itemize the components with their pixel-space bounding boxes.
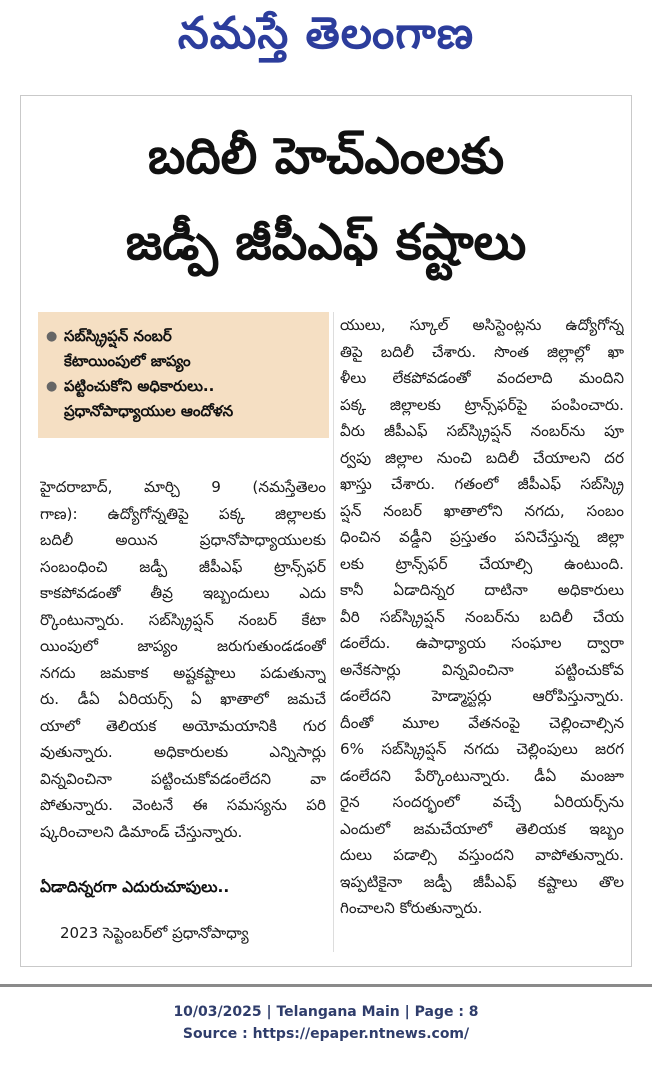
text-line: ళీలు లేకపోవడంతో వందలాది మందిని — [340, 369, 624, 387]
text-line: గాణ): ఉద్యోగోన్నతిపై పక్క జిల్లాలకు — [40, 504, 326, 523]
highlight-item: ● సబ్‌స్క్రిప్షన్ నంబర్ — [46, 324, 321, 349]
text-line: వీరి సబ్‌స్క్రిప్షన్ నంబర్‌ను బదిలీ చేయ — [340, 607, 624, 626]
text-line: డంలేదు. ఉపాధ్యాయ సంఘాల ద్వారా — [340, 634, 624, 652]
article-subheading: ఏడాదిన్నరగా ఎదురుచూపులు.. — [40, 878, 230, 896]
text-line: 2023 సెప్టెంబర్‌లో ప్రధానోపాధ్యా — [60, 924, 249, 942]
headline-line-2: జడ్పీ జీపీఎఫ్ కష్టాలు — [125, 213, 527, 271]
text-line: బదిలీ అయిన ప్రధానోపాధ్యాయులకు — [40, 531, 326, 549]
footer-date-page: 10/03/2025 | Telangana Main | Page : 8 — [173, 1004, 479, 1020]
highlight-item-continued: ప్రధానోపాధ్యాయుల ఆందోళన — [64, 402, 234, 420]
text-line: దీంతో మూల వేతనంపై చెల్లించాల్సిన — [340, 713, 624, 732]
text-line: నగదు జమకాక అష్టకష్టాలు పడుతున్నా — [40, 663, 326, 682]
text-line: పోతున్నారు. వెంటనే ఈ సమస్యను పరి — [40, 796, 326, 814]
text-line: 6% సబ్‌స్క్రిప్షన్ నగదు చెల్లింపులు జరగ — [340, 740, 624, 758]
text-line: దులు పడాల్సి వస్తుందని వాపోతున్నారు. — [340, 846, 624, 864]
text-line: కాకపోవడంతో తీవ్ర ఇబ్బందులు ఎదు — [40, 584, 326, 602]
bullet-icon: ● — [46, 329, 58, 344]
article-left-column — [40, 474, 326, 845]
text-line: విన్నవించినా పట్టించుకోవడంలేదని వా — [40, 769, 326, 788]
text-line: ఖాస్తు చేశారు. గతంలో జీపీఎఫ్ సబ్‌స్క్రి — [340, 475, 624, 493]
text-line: ధించిన వడ్డీని ప్రస్తుతం పనిచేస్తున్న జిల్లా — [340, 528, 624, 546]
text-line: డంలేదని పేర్కొంటున్నారు. డీఏ మంజూ — [340, 766, 624, 785]
text-line: ఎందులో జమచేయాలో తెలియక ఇబ్బం — [340, 819, 624, 838]
headline-line-1: బదిలీ హెచ్‌ఎంలకు — [147, 127, 505, 185]
text-line: యింపులో జాప్యం జరుగుతుండడంతో — [40, 637, 326, 655]
text-line: వీరు జీపీఎఫ్ సబ్‌స్క్రిప్షన్ నంబర్‌ను పూ — [340, 422, 624, 440]
bullet-icon: ● — [46, 379, 58, 394]
text-line: ష్కరించాలని డిమాండ్ చేస్తున్నారు. — [40, 822, 243, 841]
footer-source: Source : https://epaper.ntnews.com/ — [182, 1026, 470, 1042]
highlight-item-continued: కేటాయింపులో జాప్యం — [64, 352, 191, 370]
text-line: పక్క జిల్లాలకు ట్రాన్స్‌ఫర్‌పై పంపించారు. — [340, 395, 624, 414]
masthead-title: నమస్తే తెలంగాణ — [177, 8, 475, 59]
text-line: ప్షన్ నంబర్ ఖాతాలోని నగదు, సంబం — [340, 501, 624, 520]
footer-separator — [0, 984, 652, 987]
text-line: డంలేదని హెడ్మాస్టర్లు ఆరోపిస్తున్నారు. — [340, 687, 624, 705]
text-line: యాలో తెలియక అయోమయానికి గుర — [40, 716, 326, 735]
text-line: వుతున్నారు. అధికారులకు ఎన్నిసార్లు — [40, 743, 326, 761]
article-right-column — [340, 312, 624, 922]
text-line: గించాలని కోరుతున్నారు. — [340, 899, 483, 917]
text-line: సంబంధించి జడ్పీ జీపీఎఫ్ ట్రాన్స్‌ఫర్ — [40, 557, 326, 576]
text-line: రు. డీఏ ఏరియర్స్ ఏ ఖాతాలో జమచే — [40, 690, 326, 708]
text-line: తిపై బదిలీ చేశారు. సొంత జిల్లాల్లో ఖా — [340, 342, 624, 361]
text-line: కానీ ఏడాదిన్నర దాటినా అధికారులు — [340, 581, 624, 599]
text-line: రైన సందర్భంలో వచ్చే ఏరియర్స్‌ను — [340, 793, 624, 811]
text-line: యులు, స్కూల్ అసిస్టెంట్లను ఉద్యోగోన్న — [340, 316, 624, 334]
column-divider — [333, 312, 334, 952]
text-line: ర్కొంటున్నారు. సబ్‌స్క్రిప్షన్ నంబర్ కేటా — [40, 610, 326, 629]
highlight-item: ● పట్టించుకోని అధికారులు.. — [46, 374, 321, 399]
masthead — [0, 0, 652, 78]
text-line: హైదరాబాద్, మార్చి 9 (నమస్తేతెలం — [40, 478, 326, 496]
text-line: లకు ట్రాన్స్‌ఫర్ చేయాల్సి ఉంటుంది. — [340, 554, 624, 573]
highlights-box — [38, 312, 329, 438]
text-line: ఇప్పటికైనా జడ్పీ జీపీఎఫ్ కష్టాలు తొల — [340, 872, 624, 891]
text-line: అనేకసార్లు విన్నవించినా పట్టించుకోవ — [340, 660, 624, 679]
text-line: ర్వపు జిల్లాల నుంచి బదిలీ చేయాలని దర — [340, 448, 624, 467]
